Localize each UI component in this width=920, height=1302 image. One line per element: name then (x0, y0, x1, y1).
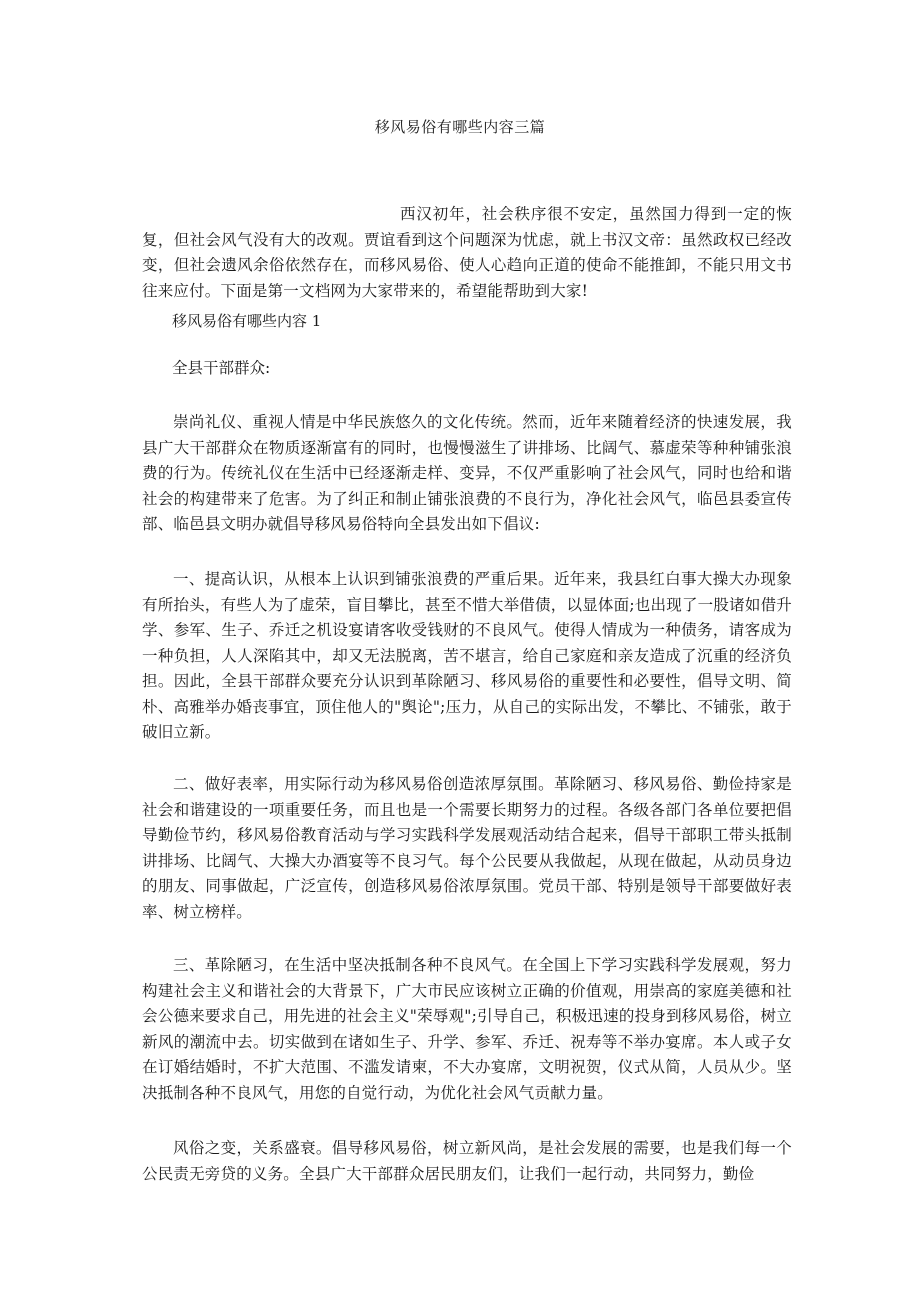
document-title: 移风易俗有哪些内容三篇 (374, 118, 546, 136)
paragraph-1: 崇尚礼仪、重视人情是中华民族悠久的文化传统。然而，近年来随着经济的快速发展，我县广大干部群众在物质逐渐富有的同时，也慢慢滋生了讲排场、比阔气、慕虚荣等种种铺张浪费的行为。传统礼仪在生活中已经逐渐走样、变异，不仅严重影响了社会风气，同时也给和谐社会的构建带来了危害。为了纠正和制止铺张浪费的不良行为，净化社会风气，临邑县委宣传部、临邑县文明办就倡导移风易俗特向全县发出如下倡议: (142, 413, 792, 533)
salutation: 全县干部群众: (172, 359, 271, 377)
paragraph-2: 一、提高认识，从根本上认识到铺张浪费的严重后果。近年来，我县红白事大操大办现象有所抬头，有些人为了虚荣，盲目攀比，甚至不惜大举借债，以显体面;也出现了一股诸如借升学、参军、生子、乔迁之机设宴请客收受钱财的不良风气。使得人情成为一种债务，请客成为一种负担，人人深陷其中，却又无法脱离，苦不堪言，给自己家庭和亲友造成了沉重的经济负担。因此，全县干部群众要充分认识到革除陋习、移风易俗的重要性和必要性，倡导文明、简朴、高雅举办婚丧事宜，顶住他人的"舆论";压力，从自己的实际出发，不攀比、不铺张，敢于破旧立新。 (142, 570, 792, 741)
paragraph-3: 二、做好表率，用实际行动为移风易俗创造浓厚氛围。革除陋习、移风易俗、勤俭持家是社会和谐建设的一项重要任务，而且也是一个需要长期努力的过程。各级各部门各单位要把倡导勤俭节约，移风易俗教育活动与学习实践科学发展观活动结合起来，倡导干部职工带头抵制讲排场、比阔气、大操大办酒宴等不良习气。每个公民要从我做起，从现在做起，从动员身边的朋友、同事做起，广泛宣传，创造移风易俗浓厚氛围。党员干部、特别是领导干部要做好表率、树立榜样。 (142, 775, 792, 921)
paragraph-5: 风俗之变，关系盛衰。倡导移风易俗，树立新风尚，是社会发展的需要，也是我们每一个公民责无旁贷的义务。全县广大干部群众居民朋友们，让我们一起行动，共同努力，勤俭 (142, 1139, 792, 1183)
intro-paragraph: 西汉初年，社会秩序很不安定，虽然国力得到一定的恢复，但社会风气没有大的改观。贾谊看到这个问题深为忧虑，就上书汉文帝：虽然政权已经改变，但社会遗风余俗依然存在，而移风易俗、使人心趋向正道的使命不能推卸，不能只用文书往来应付。下面是第一文档网为大家带来的，希望能帮助到大家! (142, 205, 792, 300)
section-heading: 移风易俗有哪些内容 1 (172, 312, 322, 330)
paragraph-4: 三、革除陋习，在生活中坚决抵制各种不良风气。在全国上下学习实践科学发展观，努力构建社会主义和谐社会的大背景下，广大市民应该树立正确的价值观，用崇高的家庭美德和社会公德来要求自己，用先进的社会主义"荣辱观";引导自己，积极迅速的投身到移风易俗，树立新风的潮流中去。切实做到在诸如生子、升学、参军、乔迁、祝寿等不举办宴席。本人或子女在订婚结婚时，不扩大范围、不滥发请柬，不大办宴席，文明祝贺，仪式从简，人员从少。坚决抵制各种不良风气，用您的自觉行动，为优化社会风气贡献力量。 (142, 956, 792, 1102)
